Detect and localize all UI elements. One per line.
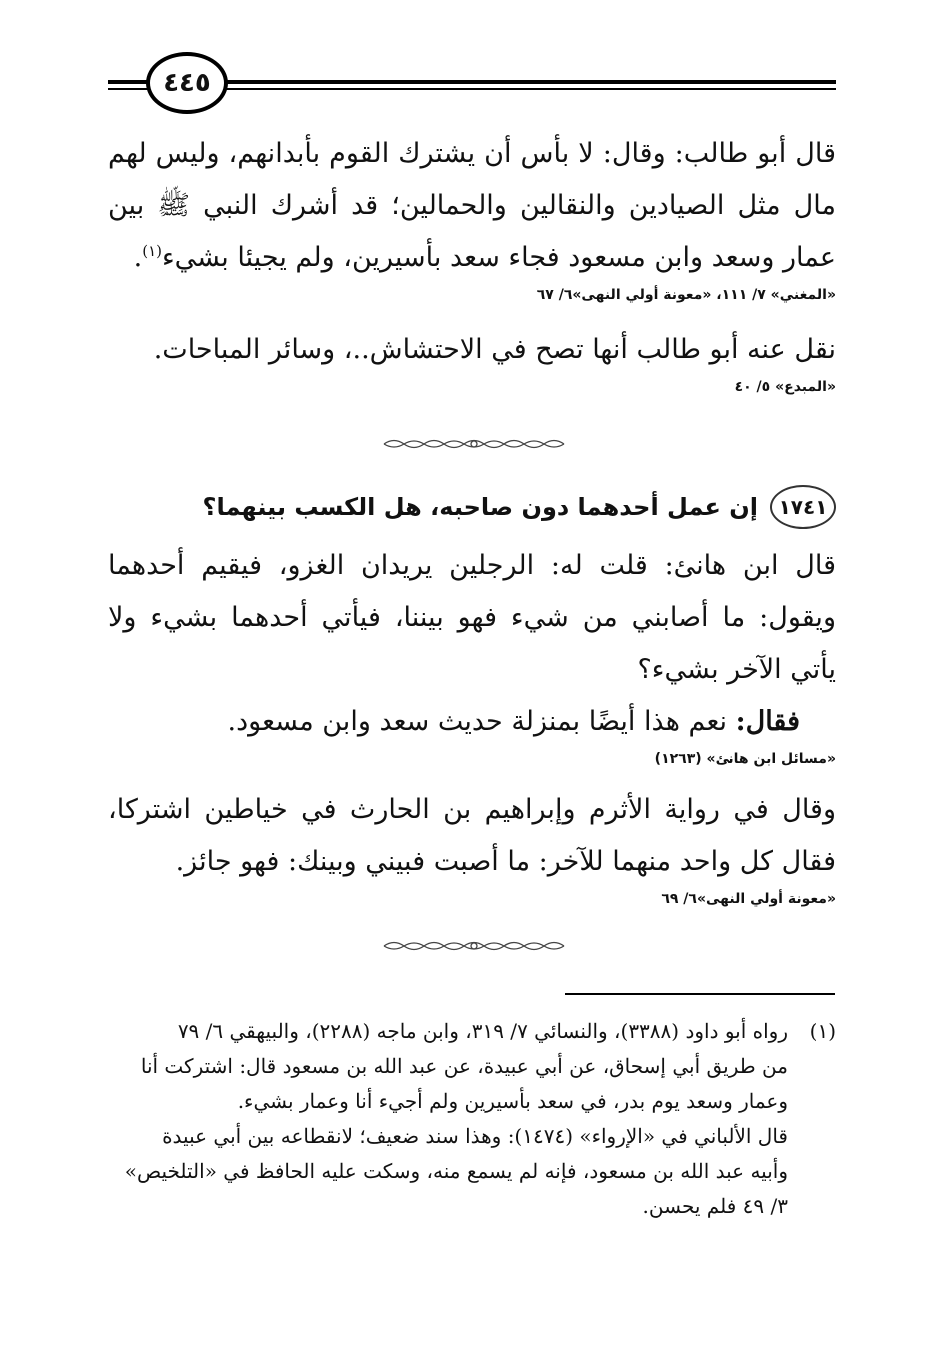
footnote <box>108 1014 836 1224</box>
source-citation: «المغني» ٧/ ١١١، «معونة أولي النهى»٦/ ٦٧ <box>536 287 836 303</box>
source-citation: «المبدع» ٥/ ٤٠ <box>734 379 836 395</box>
footnote-text: رواه أبو داود (٣٣٨٨)، والنسائي ٧/ ٣١٩، وابن ماجه (٢٢٨٨)، والبيهقي ٦/ ٧٩ <box>177 1019 788 1043</box>
section-1 <box>108 128 836 306</box>
footnote-line-3: وعمار وسعد يوم بدر، في سعد بأسيرين ولم أجيء أنا وعمار بشيء. <box>237 1089 788 1113</box>
section-2-paragraph-3: وقال في رواية الأثرم وإبراهيم بن الحارث في خياطين اشتركا، فقال كل واحد منهما للآخر: ما أصبت فبيني وبينك: فهو جائز. <box>108 794 836 877</box>
page-header <box>108 52 836 122</box>
answer-text: نعم هذا أيضًا بمنزلة حديث سعد وابن مسعود. <box>227 706 736 737</box>
source-citation: «مسائل ابن هانئ» (١٢٦٣) <box>654 751 836 767</box>
footnote-reference[interactable]: (١) <box>142 242 162 260</box>
issue-heading <box>108 484 836 530</box>
paragraph-end: . <box>133 242 143 273</box>
footnote-line-2: من طريق أبي إسحاق، عن أبي عبيدة، عن عبد الله بن مسعود قال: اشتركت أنا <box>140 1054 788 1078</box>
footnote-separator <box>565 993 835 995</box>
issue-title: إن عمل أحدهما دون صاحبه، هل الكسب بينهما؟ <box>202 493 758 521</box>
paragraph-text: قال أبو طالب: وقال: لا بأس أن يشترك القوم بأبدانهم، وليس لهم مال مثل الصيادين والنقالين والحمالين؛ قد أشرك النبي ﷺ بين عمار وسعد وابن مسعود فجاء سعد بأسيرين، ولم يجيئا بشيء <box>108 138 836 273</box>
ornament-divider-1 <box>374 436 574 452</box>
footnote-line-1 <box>108 1014 836 1049</box>
footnote-number: (١) <box>809 1019 836 1043</box>
answer-lead: فقال: <box>735 706 800 737</box>
page-number: ٤٤٥ <box>163 68 211 98</box>
page-number-circle <box>146 52 228 114</box>
footnote-line-6: ٣/ ٤٩ فلم يحسن. <box>642 1194 788 1218</box>
section-2-paragraph-1: قال ابن هانئ: قلت له: الرجلين يريدان الغزو، فيقيم أحدهما ويقول: ما أصابني من شيء فهو بيننا، فيأتي أحدهما بشيء ولا يأتي الآخر بشيء؟ <box>108 550 836 685</box>
source-citation: «معونة أولي النهى»٦/ ٦٩ <box>661 891 836 907</box>
ornament-divider-2 <box>374 938 574 954</box>
section-1-part-2 <box>108 324 836 398</box>
footnote-line-5: وأبيه عبد الله بن مسعود، فإنه لم يسمع منه، وسكت عليه الحافظ في «التلخيص» <box>124 1159 788 1183</box>
section-2-part-2 <box>108 784 836 910</box>
section-2 <box>108 540 836 770</box>
section-1-paragraph-1 <box>108 128 836 284</box>
issue-number-badge: ١٧٤١ <box>770 485 836 529</box>
section-2-paragraph-2 <box>108 696 836 748</box>
section-1-paragraph-2: نقل عنه أبو طالب أنها تصح في الاحتشاش..، وسائر المباحات. <box>153 334 836 365</box>
footnote-line-4: قال الألباني في «الإرواء» (١٤٧٤): وهذا سند ضعيف؛ لانقطاعه بين أبي عبيدة <box>162 1124 788 1148</box>
